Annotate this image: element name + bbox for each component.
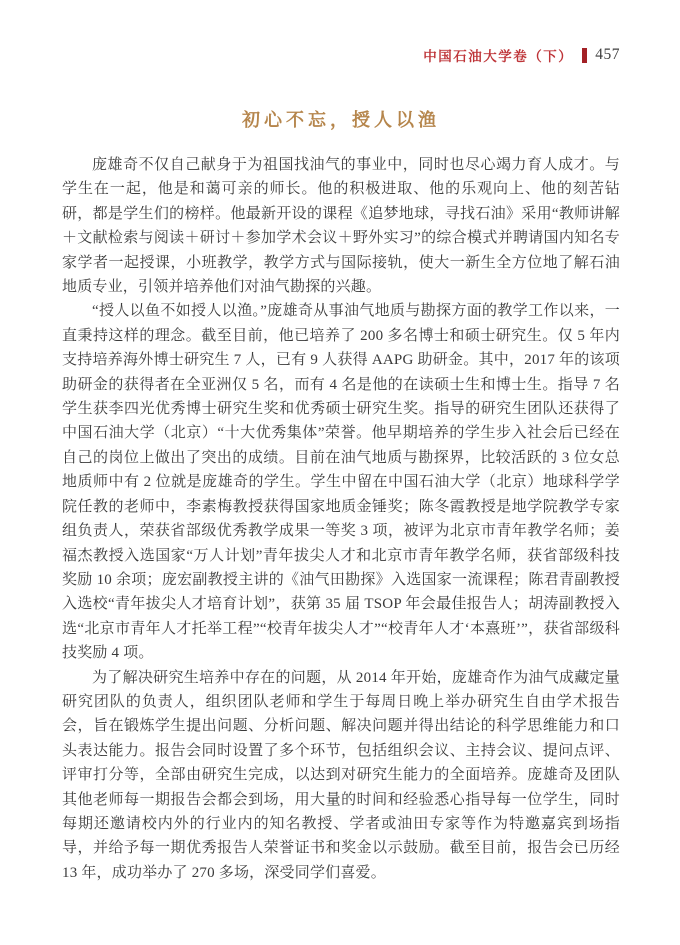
- paragraph-intro: 庞雄奇不仅自己献身于为祖国找油气的事业中，同时也尽心竭力育人成才。与学生在一起，他是和蔼可亲的师长。他的积极进取、他的乐观向上、他的刻苦钻研，都是学生们的榜样。他最新开设的课程《追梦地球，寻找石油》采用“教师讲解＋文献检索与阅读＋研讨＋参加学术会议＋野外实习”的综合模式并聘请国内知名专家学者一起授课，小班教学，教学方式与国际接轨，使大一新生全方位地了解石油地质专业，引领并培养他们对油气勘探的兴趣。: [62, 157, 620, 296]
- volume-title: 中国石油大学卷（下）: [423, 49, 574, 64]
- page-number: 457: [595, 46, 620, 63]
- running-header: [62, 0, 620, 65]
- paragraph-mentoring-achievements: “授人以鱼不如授人以渔。”庞雄奇从事油气地质与勘探方面的教学工作以来，一直秉持这样的理念。截至目前，他已培养了 200 多名博士和硕士研究生。仅 5 年内支持培养海外博士研究生 7 人，已有 9 人获得 AAPG 助研金。其中，2017 年的该项助研金的获得者在全亚洲仅 5 名，而有 4 名是他的在读硕士生和博士生。指导 7 名学生获李四光优秀博士研究生奖和优秀硕士研究生奖。指导的研究生团队还获得了中国石油大学（北京）“十大优秀集体”荣誉。他早期培养的学生步入社会后已经在自己的岗位上做出了突出的成绩。目前在油气地质与勘探界，比较活跃的 3 位女总地质师中有 2 位就是庞雄奇的学生。学生中留在中国石油大学（北京）地球科学学院任教的老师中，李素梅教授获得国家地质金锤奖；陈冬霞教授是地学院教学专家组负责人，荣获省部级优秀教学成果一等奖 3 项，被评为北京市青年教学名师；姜福杰教授入选国家“万人计划”青年拔尖人才和北京市青年教学名师，获省部级科技奖励 10 余项；庞宏副教授主讲的《油气田勘探》入选国家一流课程；陈君青副教授入选校“青年拔尖人才培育计划”，获第 35 届 TSOP 年会最佳报告人；胡涛副教授入选“北京市青年人才托举工程”“校青年拔尖人才”“校青年人才‘本熹班’”，获省部级科技奖励 4 项。: [62, 303, 620, 662]
- paragraph-weekly-seminar: 为了解决研究生培养中存在的问题，从 2014 年开始，庞雄奇作为油气成藏定量研究团队的负责人，组织团队老师和学生于每周日晚上举办研究生自由学术报告会，旨在锻炼学生提出问题、分析问题、解决问题并得出结论的科学思维能力和口头表达能力。报告会同时设置了多个环节，包括组织会议、主持会议、提问点评、评审打分等，全部由研究生完成，以达到对研究生能力的全面培养。庞雄奇及团队其他老师每一期报告会都会到场，用大量的时间和经验悉心指导每一位学生，同时每期还邀请校内外的行业内的知名教授、学者或油田专家等作为特邀嘉宾到场指导，并给予每一期优秀报告人荣誉证书和奖金以示鼓励。截至目前，报告会已历经 13 年，成功举办了 270 多场，深受同学们喜爱。: [62, 669, 620, 881]
- article-body: [62, 153, 620, 885]
- header-divider-bar: [582, 48, 587, 63]
- article-title: 初心不忘，授人以渔: [242, 110, 440, 131]
